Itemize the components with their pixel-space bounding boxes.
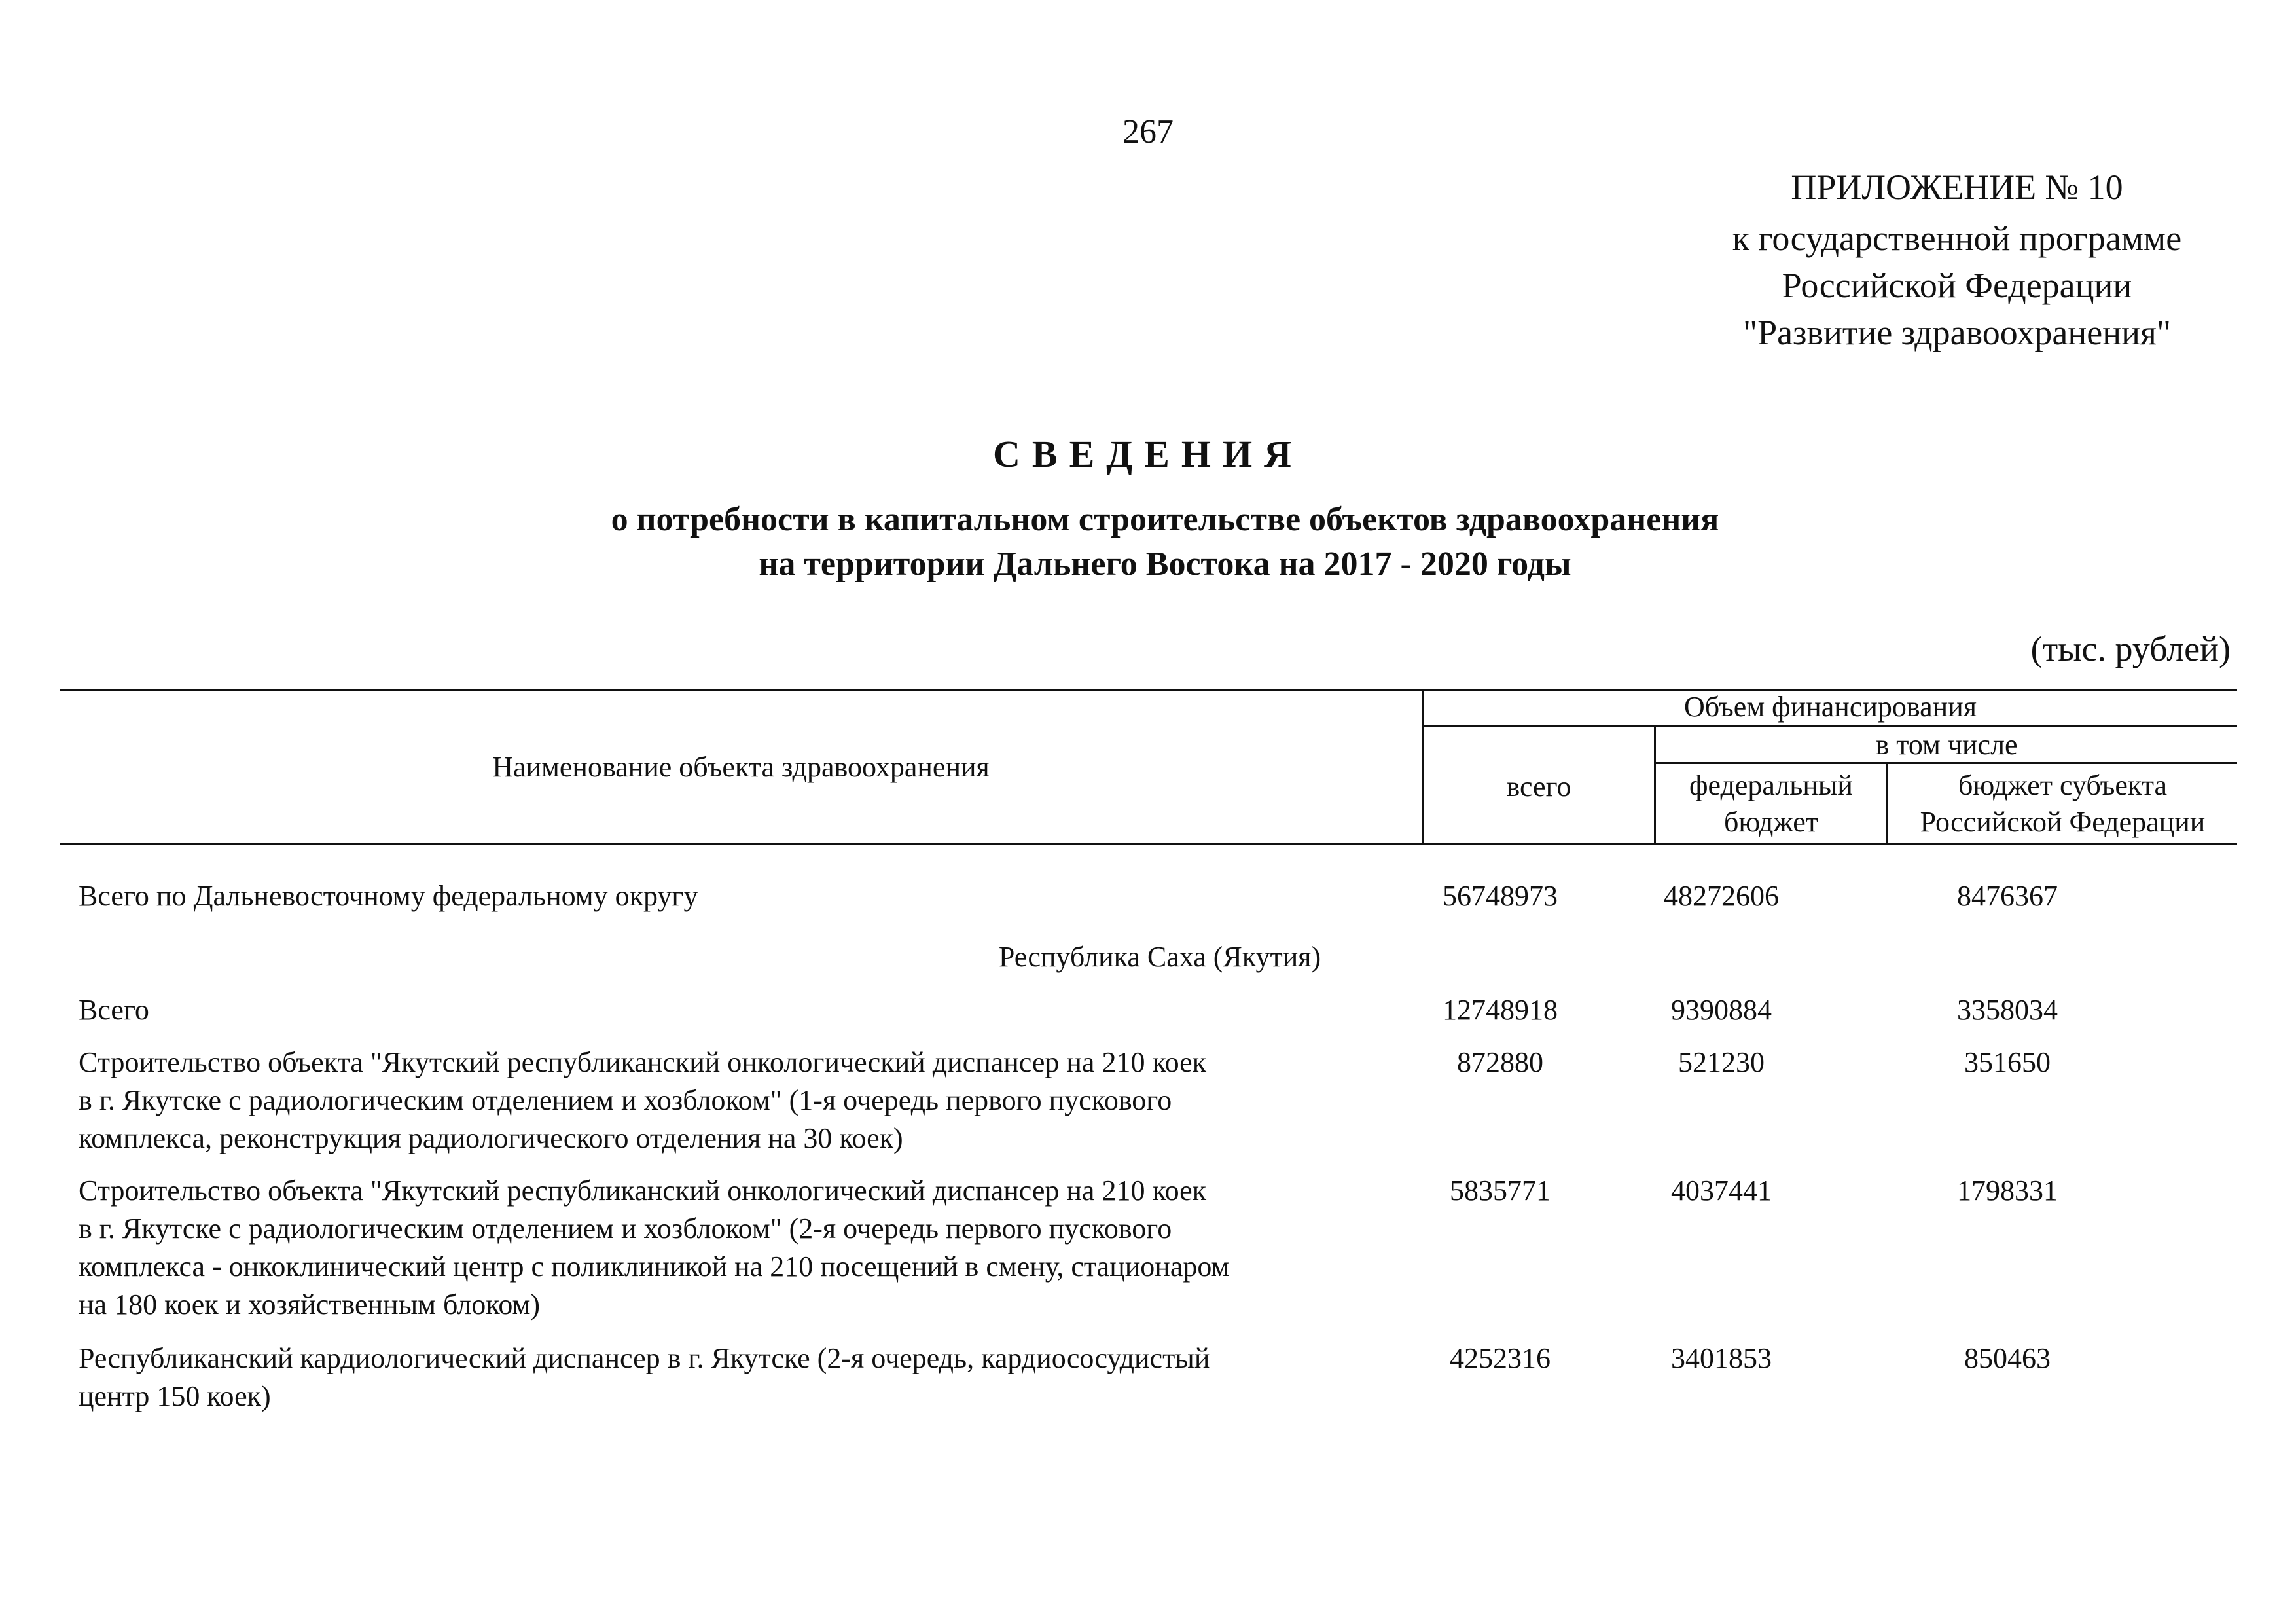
- document-title: СВЕДЕНИЯ: [993, 433, 1303, 475]
- row-federal: 4037441: [1671, 1175, 1772, 1207]
- row-total: 56748973: [1443, 880, 1558, 912]
- appendix-title: ПРИЛОЖЕНИЕ № 10: [1791, 168, 2123, 207]
- header-bottom-rule: [60, 843, 2237, 845]
- appendix-line-1: к государственной программе: [1732, 219, 2182, 258]
- header-federal-line-2: бюджет: [1724, 806, 1818, 838]
- row-name-line: Всего по Дальневосточному федеральному округу: [79, 880, 698, 912]
- row-regional: 850463: [1964, 1342, 2051, 1374]
- row-name-line: комплекса - онкоклинический центр с поликлиникой на 210 посещений в смену, стационаром: [79, 1250, 1230, 1283]
- row-total: 872880: [1457, 1046, 1543, 1078]
- row-federal: 48272606: [1664, 880, 1779, 912]
- header-name: Наименование объекта здравоохранения: [492, 751, 990, 783]
- row-name: [79, 1172, 1446, 1324]
- row-name-line: Республиканский кардиологический диспансер в г. Якутске (2-я очередь, кардиососудистый: [79, 1342, 1210, 1374]
- row-name: [79, 1044, 1446, 1158]
- header-regional: [1888, 767, 2237, 841]
- row-name-line: в г. Якутске с радиологическим отделением и хозблоком" (2-я очередь первого пускового: [79, 1213, 1172, 1245]
- header-federal-line-1: федеральный: [1689, 769, 1853, 801]
- row-federal: 9390884: [1671, 994, 1772, 1026]
- row-name-line: в г. Якутске с радиологическим отделением и хозблоком" (1-я очередь первого пускового: [79, 1084, 1172, 1116]
- subtitle-line-1: о потребности в капитальном строительстве объектов здравоохранения: [611, 501, 1719, 538]
- header-financing: Объем финансирования: [1683, 691, 1977, 723]
- row-total: 12748918: [1443, 994, 1558, 1026]
- row-regional: 1798331: [1957, 1175, 2058, 1207]
- row-name-line: Всего: [79, 994, 149, 1026]
- header-regional-line-2: Российской Федерации: [1920, 806, 2206, 838]
- row-name: [79, 1340, 1446, 1415]
- appendix-line-3: "Развитие здравоохранения": [1743, 313, 2171, 352]
- units-label: (тыс. рублей): [2030, 629, 2231, 668]
- row-name-line: центр 150 коек): [79, 1380, 271, 1412]
- row-name-line: на 180 коек и хозяйственным блоком): [79, 1288, 541, 1321]
- row-name: [79, 991, 1446, 1029]
- region-label: Республика Саха (Якутия): [998, 941, 1321, 973]
- row-federal: 3401853: [1671, 1342, 1772, 1374]
- subtitle-line-2: на территории Дальнего Востока на 2017 - 2020 годы: [759, 545, 1571, 583]
- row-name: [79, 877, 1446, 915]
- row-name-line: комплекса, реконструкция радиологического отделения на 30 коек): [79, 1122, 903, 1154]
- row-name-line: Строительство объекта "Якутский республиканский онкологический диспансер на 210 коек: [79, 1046, 1207, 1078]
- header-total: всего: [1506, 771, 1571, 803]
- page-number: 267: [1122, 113, 1174, 151]
- row-name-line: Строительство объекта "Якутский республиканский онкологический диспансер на 210 коек: [79, 1175, 1207, 1207]
- appendix-block: [1689, 164, 2225, 356]
- row-total: 4252316: [1450, 1342, 1551, 1374]
- header-including: в том числе: [1875, 729, 2018, 761]
- header-regional-line-1: бюджет субъекта: [1958, 769, 2168, 801]
- appendix-line-2: Российской Федерации: [1782, 266, 2132, 305]
- row-federal: 521230: [1678, 1046, 1765, 1078]
- row-regional: 8476367: [1957, 880, 2058, 912]
- header-federal: [1656, 767, 1886, 841]
- row-regional: 3358034: [1957, 994, 2058, 1026]
- document-subtitle: [511, 498, 1820, 587]
- table-header: [60, 689, 2237, 845]
- row-regional: 351650: [1964, 1046, 2051, 1078]
- row-total: 5835771: [1450, 1175, 1551, 1207]
